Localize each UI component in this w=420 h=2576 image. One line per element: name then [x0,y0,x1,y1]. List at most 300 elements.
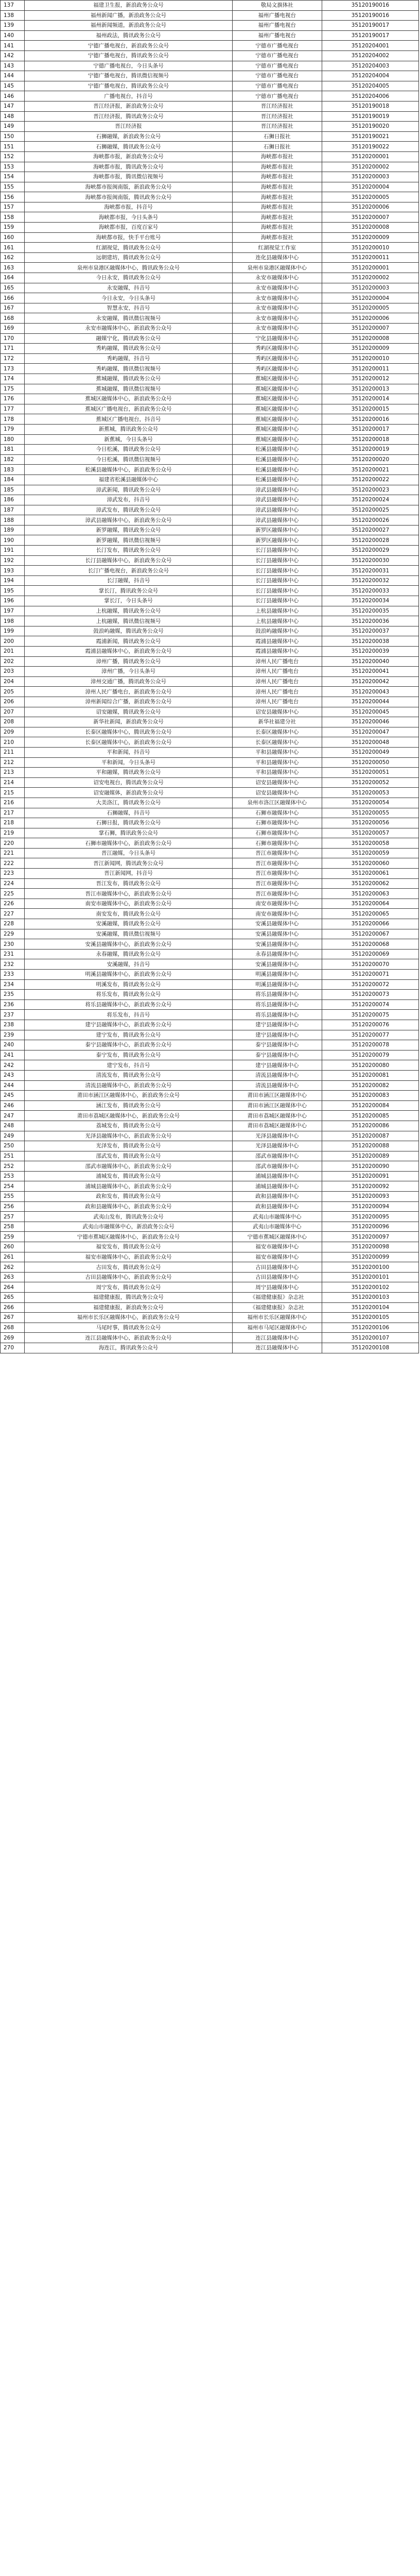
registration-code-cell: 35120190020 [322,122,418,132]
organization-cell: 敬局文旗体社 [232,1,322,11]
organization-cell: 建宁县融媒体中心 [232,1020,322,1030]
registration-code-cell: 35120200007 [322,212,418,223]
account-name-cell: 诏安电视台，腾讯政务公众号 [25,777,232,788]
organization-cell: 周宁县融媒体中心 [232,1282,322,1293]
registration-code-cell: 35120204004 [322,71,418,81]
organization-cell: 将乐县融媒体中心 [232,1010,322,1020]
account-name-cell: 邵武市融媒体中心，新浪政务公众号 [25,1161,232,1172]
table-row [1,546,419,556]
organization-cell: 秀屿区融媒体中心 [232,353,322,364]
registration-code-cell: 35120200054 [322,798,418,808]
table-row [1,1010,419,1020]
row-number-cell: 198 [1,616,25,626]
registration-code-cell: 35120200058 [322,838,418,849]
registration-code-cell: 35120200029 [322,546,418,556]
organization-cell: 福安市融媒体中心 [232,1242,322,1252]
account-name-cell: 漳州人民广播电台，新浪政务公众号 [25,687,232,697]
account-name-cell: 霞浦县融媒体中心，新浪政务公众号 [25,647,232,657]
organization-cell: 连江县融媒体中心 [232,1343,322,1353]
row-number-cell: 147 [1,101,25,111]
table-row [1,1121,419,1131]
row-number-cell: 229 [1,929,25,939]
table-row [1,959,419,970]
registration-code-cell: 35120200080 [322,1060,418,1071]
table-row [1,404,419,414]
organization-cell: 松溪县融媒体中心 [232,445,322,455]
row-number-cell: 222 [1,858,25,869]
organization-cell: 清流县融媒体中心 [232,1070,322,1080]
table-row [1,656,419,667]
organization-cell: 南安市融媒体中心 [232,899,322,909]
account-name-cell: 福安发布，腾讯政务公众号 [25,1242,232,1252]
registration-code-cell: 35120200074 [322,999,418,1010]
account-name-cell: 诏安融媒，腾讯政务公众号 [25,707,232,717]
account-name-cell: 海峡都市报，快手平台账号 [25,232,232,243]
organization-cell: 松溪县融媒体中心 [232,474,322,485]
row-number-cell: 261 [1,1252,25,1262]
organization-cell: 福州市马尾区融媒体中心 [232,1323,322,1333]
table-row [1,374,419,384]
account-name-cell: 长泰区融媒体中心，腾讯政务公众号 [25,727,232,737]
table-row [1,616,419,626]
organization-cell: 宁德市广播电视台 [232,71,322,81]
table-row [1,424,419,434]
account-name-cell: 莆田市荔城区融媒体中心，新浪政务公众号 [25,1111,232,1121]
organization-cell: 平和县融媒体中心 [232,747,322,757]
organization-cell: 漳武县融媒体中心 [232,485,322,495]
registration-code-cell: 35120200008 [322,223,418,233]
table-row [1,324,419,334]
account-name-cell: 蕉城区融媒体中心，新浪政务公众号 [25,394,232,404]
organization-cell: 永安市融媒体中心 [232,313,322,324]
row-number-cell: 230 [1,939,25,950]
row-number-cell: 265 [1,1293,25,1303]
organization-cell: 漳州人民广播电台 [232,656,322,667]
table-row [1,91,419,101]
organization-cell: 泰宁县融媒体中心 [232,1050,322,1060]
account-name-cell: 安溪融媒，抖音号 [25,959,232,970]
registration-code-cell: 35120204005 [322,81,418,91]
account-name-cell: 掌长汀，腾讯政务公众号 [25,586,232,596]
account-name-cell: 永安融媒，腾讯微信视频号 [25,313,232,324]
registration-code-cell: 35120200013 [322,384,418,394]
account-name-cell: 光泽县融媒体中心，新浪政务公众号 [25,1131,232,1141]
table-row [1,1171,419,1181]
account-name-cell: 海连江，腾讯政务公众号 [25,1343,232,1353]
registration-code-cell: 35120200056 [322,818,418,828]
account-name-cell: 海峡都市报闽南版，新浪政务公众号 [25,182,232,192]
account-name-cell: 海峡都市报，今日头条号 [25,212,232,223]
table-row [1,727,419,737]
account-name-cell: 新罗融媒，腾讯微信视频号 [25,535,232,546]
registration-code-cell: 35120200070 [322,959,418,970]
table-row [1,1343,419,1353]
table-row [1,283,419,293]
row-number-cell: 225 [1,889,25,899]
registration-code-cell: 35120200099 [322,1252,418,1262]
table-row [1,878,419,889]
row-number-cell: 206 [1,697,25,707]
row-number-cell: 172 [1,353,25,364]
organization-cell: 古田县融媒体中心 [232,1262,322,1273]
registration-code-cell: 35120200094 [322,1201,418,1212]
table-row [1,364,419,374]
registration-code-cell: 35120200027 [322,525,418,535]
table-row [1,414,419,425]
registration-code-cell: 35120200005 [322,192,418,202]
row-number-cell: 158 [1,212,25,223]
organization-cell: 连江县融媒体中心 [232,1333,322,1343]
registration-code-cell: 35120190018 [322,101,418,111]
table-row [1,30,419,41]
row-number-cell: 228 [1,919,25,929]
account-name-cell: 智慧永安，抖音号 [25,303,232,313]
account-name-cell: 漳武新闻，腾讯政务公众号 [25,485,232,495]
row-number-cell: 217 [1,808,25,818]
table-row [1,10,419,21]
row-number-cell: 169 [1,324,25,334]
row-number-cell: 170 [1,333,25,344]
row-number-cell: 254 [1,1181,25,1192]
organization-cell: 霞浦县融媒体中心 [232,636,322,647]
organization-cell: 南安市融媒体中心 [232,909,322,919]
organization-cell: 安溪县融媒体中心 [232,929,322,939]
registration-code-cell: 35120200065 [322,909,418,919]
row-number-cell: 162 [1,252,25,263]
table-row [1,1272,419,1282]
organization-cell: 蕉城区融媒体中心 [232,394,322,404]
table-row [1,1262,419,1273]
organization-cell: 海峡都市报社 [232,172,322,182]
registration-code-cell: 35120200011 [322,364,418,374]
organization-cell: 永安市融媒体中心 [232,273,322,283]
row-number-cell: 244 [1,1080,25,1091]
registration-code-cell: 35120200066 [322,919,418,929]
organization-cell: 平和县融媒体中心 [232,768,322,778]
row-number-cell: 212 [1,757,25,768]
registration-code-cell: 35120200089 [322,1151,418,1161]
account-name-cell: 海峡都市报，腾讯微信视频号 [25,172,232,182]
table-row [1,273,419,283]
row-number-cell: 176 [1,394,25,404]
registration-code-cell: 35120200106 [322,1323,418,1333]
row-number-cell: 253 [1,1171,25,1181]
organization-cell: 光泽县融媒体中心 [232,1131,322,1141]
table-row [1,636,419,647]
account-name-cell: 鼓浪屿融媒，腾讯政务公众号 [25,626,232,636]
table-row [1,707,419,717]
row-number-cell: 192 [1,555,25,566]
registration-code-cell: 35120200063 [322,889,418,899]
row-number-cell: 205 [1,687,25,697]
account-name-cell: 福建省松溪县融媒体中心 [25,474,232,485]
row-number-cell: 218 [1,818,25,828]
table-row [1,71,419,81]
row-number-cell: 227 [1,909,25,919]
table-row [1,586,419,596]
organization-cell: 清流县融媒体中心 [232,1080,322,1091]
table-row [1,566,419,576]
registration-code-cell: 35120200028 [322,535,418,546]
row-number-cell: 215 [1,788,25,798]
table-row [1,697,419,707]
organization-cell: 福安市融媒体中心 [232,1252,322,1262]
table-row [1,252,419,263]
account-name-cell: 光泽发布，腾讯政务公众号 [25,1141,232,1151]
account-name-cell: 长泰区融媒体中心，新浪政务公众号 [25,737,232,748]
account-name-cell: 晋江经济报 [25,122,232,132]
row-number-cell: 195 [1,586,25,596]
organization-cell: 平和县融媒体中心 [232,757,322,768]
account-name-cell: 漳州广播，今日头条号 [25,667,232,677]
table-row [1,182,419,192]
row-number-cell: 246 [1,1100,25,1111]
row-number-cell: 210 [1,737,25,748]
organization-cell: 连化县融媒体中心 [232,252,322,263]
table-row [1,1030,419,1040]
registration-code-cell: 35120200024 [322,495,418,505]
registration-code-cell: 35120200100 [322,1262,418,1273]
organization-cell: 浦城县融媒体中心 [232,1181,322,1192]
organization-cell: 将乐县融媒体中心 [232,990,322,1000]
account-name-cell: 宁德广播电视台，腾讯微信视频号 [25,71,232,81]
organization-cell: 石狮市融媒体中心 [232,828,322,838]
organization-cell: 长汀县融媒体中心 [232,566,322,576]
registration-code-cell: 35120200002 [322,162,418,172]
registration-code-cell: 35120200085 [322,1111,418,1121]
table-row [1,1333,419,1343]
row-number-cell: 203 [1,667,25,677]
account-name-cell: 永春融媒，腾讯政务公众号 [25,949,232,959]
registration-code-cell: 35120200039 [322,647,418,657]
row-number-cell: 166 [1,293,25,303]
organization-cell: 福州广播电视台 [232,10,322,21]
account-name-cell: 秀屿融媒，腾讯政务公众号 [25,344,232,354]
account-name-cell: 晋江融媒，今日头条号 [25,848,232,858]
row-number-cell: 257 [1,1212,25,1222]
account-name-cell: 福建卫生报，新浪政务公众号 [25,1,232,11]
row-number-cell: 248 [1,1121,25,1131]
row-number-cell: 181 [1,445,25,455]
table-row [1,465,419,475]
registration-code-cell: 35120200048 [322,737,418,748]
table-row [1,979,419,990]
table-row [1,1192,419,1202]
row-number-cell: 214 [1,777,25,788]
registration-code-cell: 35120190017 [322,30,418,41]
registration-code-cell: 35120200095 [322,1212,418,1222]
table-row [1,717,419,727]
organization-cell: 永安市融媒体中心 [232,293,322,303]
row-number-cell: 180 [1,434,25,445]
table-row [1,263,419,273]
registration-code-cell: 35120200067 [322,929,418,939]
registration-code-cell: 35120200046 [322,717,418,727]
organization-cell: 海峡都市报社 [232,151,322,162]
row-number-cell: 258 [1,1222,25,1232]
account-name-cell: 长汀县融媒体中心，新浪政务公众号 [25,555,232,566]
row-number-cell: 149 [1,122,25,132]
registration-code-cell: 35120200105 [322,1313,418,1323]
table-row [1,333,419,344]
account-name-cell: 泰宁发布，腾讯政务公众号 [25,1050,232,1060]
account-name-cell: 晋江经济报，腾讯政务公众号 [25,111,232,122]
registration-code-cell: 35120200064 [322,899,418,909]
account-name-cell: 宁德市蕉城区融媒体中心，新浪政务公众号 [25,1232,232,1242]
registration-code-cell: 35120200009 [322,344,418,354]
registration-code-cell: 35120200003 [322,283,418,293]
row-number-cell: 243 [1,1070,25,1080]
account-name-cell: 平和融媒，腾讯政务公众号 [25,768,232,778]
row-number-cell: 139 [1,21,25,31]
registration-code-cell: 35120200108 [322,1343,418,1353]
table-row [1,1111,419,1121]
table-row [1,495,419,505]
row-number-cell: 142 [1,50,25,61]
organization-cell: 晋江市融媒体中心 [232,878,322,889]
account-name-cell: 诏安融媒体，新浪政务公众号 [25,788,232,798]
table-row [1,61,419,71]
table-row [1,626,419,636]
row-number-cell: 199 [1,626,25,636]
table-row [1,1222,419,1232]
account-name-cell: 福安市融媒体中心，新浪政务公众号 [25,1252,232,1262]
table-row [1,474,419,485]
account-name-cell: 安溪融媒，腾讯微信视频号 [25,929,232,939]
organization-cell: 海峡都市报社 [232,202,322,212]
registration-code-cell: 35120200104 [322,1302,418,1313]
registration-code-cell: 35120200043 [322,687,418,697]
table-row [1,162,419,172]
row-number-cell: 237 [1,1010,25,1020]
table-row [1,111,419,122]
row-number-cell: 140 [1,30,25,41]
table-row [1,122,419,132]
table-row [1,1060,419,1071]
registration-code-cell: 35120200107 [322,1333,418,1343]
organization-cell: 泰宁县融媒体中心 [232,1040,322,1050]
table-row [1,838,419,849]
registration-code-cell: 35120200092 [322,1181,418,1192]
organization-cell: 石狮日报社 [232,142,322,152]
account-name-cell: 宁德广播电视台，新浪政务公众号 [25,41,232,51]
organization-cell: 安溪县融媒体中心 [232,939,322,950]
organization-cell: 漳武县融媒体中心 [232,495,322,505]
row-number-cell: 182 [1,454,25,465]
account-name-cell: 融媒宁化，腾讯政务公众号 [25,333,232,344]
organization-cell: 蕉城区融媒体中心 [232,424,322,434]
row-number-cell: 236 [1,999,25,1010]
organization-cell: 鼓浪屿融媒体中心 [232,626,322,636]
table-row [1,1040,419,1050]
account-name-cell: 海峡都市报，抖音号 [25,202,232,212]
table-row [1,303,419,313]
organization-cell: 蕉城区融媒体中心 [232,414,322,425]
row-number-cell: 220 [1,838,25,849]
registration-code-cell: 35120200082 [322,1080,418,1091]
organization-cell: 海峡都市报社 [232,182,322,192]
table-row [1,1181,419,1192]
table-row [1,1323,419,1333]
registration-code-cell: 35120200083 [322,1091,418,1101]
table-row [1,223,419,233]
row-number-cell: 241 [1,1050,25,1060]
account-name-cell: 平和新闻，今日头条号 [25,757,232,768]
registration-code-cell: 35120200011 [322,252,418,263]
table-row [1,1302,419,1313]
account-name-cell: 海峡都市报，百度百家号 [25,223,232,233]
account-name-cell: 今日松溪，腾讯微信视频号 [25,454,232,465]
registration-code-cell: 35120200045 [322,707,418,717]
account-name-cell: 海峡都市报，新浪政务公众号 [25,151,232,162]
organization-cell: 《福建健康报》杂志社 [232,1302,322,1313]
row-number-cell: 202 [1,656,25,667]
row-number-cell: 145 [1,81,25,91]
row-number-cell: 266 [1,1302,25,1313]
table-row [1,525,419,535]
account-name-cell: 将乐县融媒体中心，新浪政务公众号 [25,999,232,1010]
account-name-cell: 福州市长乐区融媒体中心，新浪政务公众号 [25,1313,232,1323]
registration-code-cell: 35120200016 [322,414,418,425]
registration-code-cell: 35120200075 [322,1010,418,1020]
organization-cell: 宁德市广播电视台 [232,91,322,101]
row-number-cell: 156 [1,192,25,202]
row-number-cell: 263 [1,1272,25,1282]
row-number-cell: 191 [1,546,25,556]
registration-code-cell: 35120200041 [322,667,418,677]
registration-code-cell: 35120200049 [322,747,418,757]
account-name-cell: 泉州市泉港区融媒体中心，腾讯政务公众号 [25,263,232,273]
row-number-cell: 268 [1,1323,25,1333]
account-name-cell: 永安市融媒体中心，新浪政务公众号 [25,324,232,334]
registration-code-cell: 35120200017 [322,424,418,434]
row-number-cell: 189 [1,525,25,535]
registration-code-cell: 35120200081 [322,1070,418,1080]
row-number-cell: 252 [1,1161,25,1172]
row-number-cell: 249 [1,1131,25,1141]
organization-cell: 新罗区融媒体中心 [232,535,322,546]
account-name-cell: 漳武发布，腾讯政务公众号 [25,505,232,515]
account-name-cell: 新蕉城，腾讯政务公众号 [25,424,232,434]
table-row [1,990,419,1000]
row-number-cell: 190 [1,535,25,546]
registration-code-cell: 35120200088 [322,1141,418,1151]
registration-code-cell: 35120200025 [322,505,418,515]
organization-cell: 政和县融媒体中心 [232,1201,322,1212]
row-number-cell: 250 [1,1141,25,1151]
account-name-cell: 大美洛江，腾讯政务公众号 [25,798,232,808]
registration-code-cell: 35120200030 [322,555,418,566]
organization-cell: 宁德市广播电视台 [232,61,322,71]
registration-code-cell: 35120200050 [322,757,418,768]
registration-code-cell: 35120200031 [322,566,418,576]
row-number-cell: 255 [1,1192,25,1202]
organization-cell: 宁德市蕉城区融媒体中心 [232,1232,322,1242]
row-number-cell: 239 [1,1030,25,1040]
row-number-cell: 234 [1,979,25,990]
account-name-cell: 永安融媒，抖音号 [25,283,232,293]
account-name-cell: 晋江经济报，新浪政务公众号 [25,101,232,111]
row-number-cell: 259 [1,1232,25,1242]
account-name-cell: 晋江新闻网，抖音号 [25,869,232,879]
row-number-cell: 175 [1,384,25,394]
account-name-cell: 蕉城融媒，腾讯政务公众号 [25,374,232,384]
table-row [1,676,419,687]
organization-cell: 宁德市广播电视台 [232,81,322,91]
table-row [1,445,419,455]
row-number-cell: 159 [1,223,25,233]
registration-code-cell: 35120200047 [322,727,418,737]
